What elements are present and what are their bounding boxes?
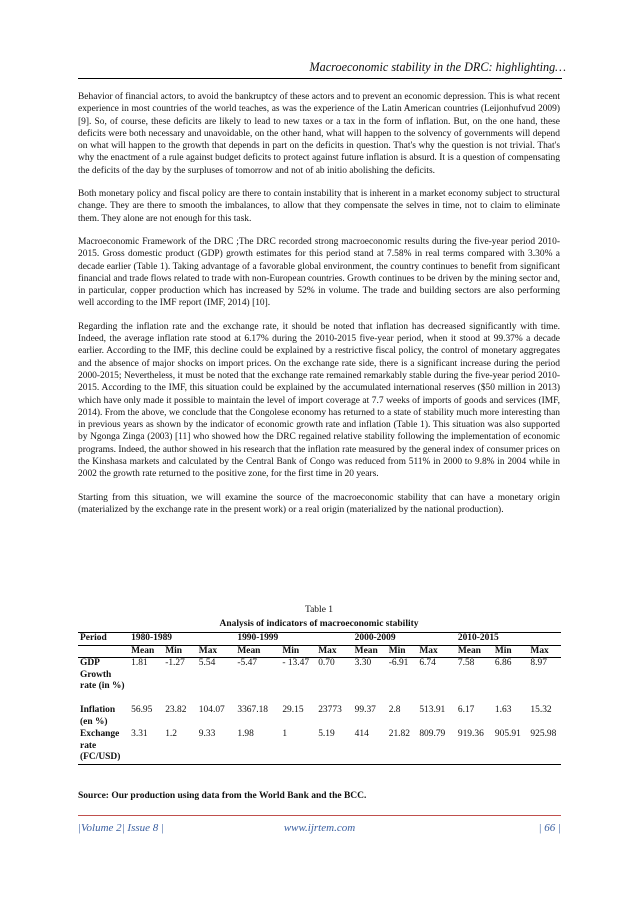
paragraph: Both monetary policy and fiscal policy are there to contain instability that is inherent in a market economy subject to structural change. They are there to smooth the imbalances, to allow that they compensate the selves in time, not to claim to eliminate them. They alone are not enough for this task. — [78, 189, 560, 224]
footer-page-number: | 66 | — [538, 822, 561, 834]
table-cell: 23.82 — [165, 704, 187, 715]
column-header: Min — [163, 645, 197, 658]
period-header-row — [78, 633, 561, 646]
table-cell: 3.31 — [129, 729, 163, 764]
row-label: GDP Growth rate (in %) — [80, 658, 125, 692]
running-header: Macroeconomic stability in the DRC: highlighting… — [309, 60, 566, 74]
table-cell: 15.32 — [530, 704, 552, 715]
table-cell: 0.70 — [318, 658, 335, 669]
period-header: 1990-1999 — [235, 633, 352, 646]
table-cell: 6.74 — [419, 658, 436, 669]
table-cell: 5.54 — [198, 658, 216, 669]
table-number: Table 1 — [304, 605, 334, 615]
blank-cell — [78, 645, 129, 658]
row-label: Inflation (en %) — [80, 704, 116, 727]
table-cell: 513.91 — [419, 704, 446, 715]
table-cell: 414 — [353, 729, 387, 764]
footer-website-link[interactable]: www.ijrtem.com — [283, 822, 356, 834]
table-cell: 1.2 — [163, 729, 197, 764]
table-cell: 23773 — [318, 704, 342, 715]
table-cell: 56.95 — [131, 704, 153, 715]
paragraph: Regarding the inflation rate and the exchange rate, it should be noted that inflation has decreased significantly with time. Indeed, the average inflation rate stood at 6.17% during the 2010-2015 five-year period, when it stood at 99.37% a decade earlier. According to the IMF, this decline could be explained by a restrictive fiscal policy, the control of monetary aggregates and the absence of major shocks on import prices. On the exchange rate side, there is a significant increase during the period 2000-2015; Nevertheless, it must be noted that the exchange rate remained remarkably stable during the five-year period 2010-2015. According to the IMF, this situation could be explained by the accumulated international reserves ($50 million in 2013) which have only made it possible to maintain the level of import coverage at 7.7 weeks of imports of goods and services (IMF, 2014). From the above, we conclude that the Congolese economy has returned to a state of stability much more interesting than in previous years as shown by the indicator of economic growth rate and inflation (Table 1). This situation was also supported by Ngonga Zinga (2003) [11] who showed how the DRC regained relative stability following the implementation of economic programs. Indeed, the author showed in his research that the inflation rate measured by the general index of consumer prices on the Kinshasa markets and calculated by the Central Bank of Congo was reduced from 511% in 2000 to 9.8% in 2004 while in 2002 the growth rate returned to the positive zone, for the first time in 20 years. — [78, 321, 560, 480]
table-cell: 9.33 — [197, 729, 236, 764]
column-header: Mean — [235, 645, 280, 658]
table-cell: 7.58 — [457, 658, 475, 669]
period-header: 2000-2009 — [353, 633, 456, 646]
paragraph: Macroeconomic Framework of the DRC ;The DRC recorded strong macroeconomic results during the five-year period 2010-2015. Gross domestic product (GDP) growth estimates for this period stand at 7.58% in real terms compared with 3.30% a decade earlier (Table 1). Taking advantage of a favorable global environment, the country continues to benefit from significant financial and trade flows related to trade with non-European countries. Growth continues to be driven by the mining sector and, in particular, copper production which has increased by 52% in volume. The trade and building sectors are also performing well according to the IMF report (IMF, 2014) [10]. — [78, 236, 560, 309]
table-cell: 5.19 — [316, 729, 352, 764]
table-cell: 809.79 — [417, 729, 456, 764]
table-cell: 104.07 — [198, 704, 225, 715]
column-header: Min — [280, 645, 316, 658]
period-header: 1980-1989 — [129, 633, 235, 646]
table-cell: 925.98 — [528, 729, 561, 764]
table-cell: 2.8 — [388, 704, 401, 715]
column-header: Max — [417, 645, 456, 658]
table-cell: 1 — [280, 729, 316, 764]
statistic-header-row — [78, 645, 561, 658]
table-row — [78, 658, 561, 705]
table-cell: 6.86 — [494, 658, 512, 669]
table-source-note: Source: Our production using data from the World Bank and the BCC. — [78, 791, 367, 801]
column-header: Mean — [129, 645, 163, 658]
row-label: Exchange rate (FC/USD) — [78, 729, 129, 764]
table-cell: 1.81 — [131, 658, 148, 669]
table-cell: 905.91 — [493, 729, 529, 764]
table-title: Analysis of indicators of macroeconomic stability — [219, 619, 419, 629]
table-cell: -6.91 — [388, 658, 409, 669]
column-header: Min — [493, 645, 529, 658]
table-row — [78, 729, 561, 764]
table-cell: - 13.47 — [282, 658, 310, 669]
column-header: Mean — [353, 645, 387, 658]
column-header: Max — [316, 645, 352, 658]
table-cell: 8.97 — [530, 658, 547, 669]
table-cell: 29.15 — [282, 704, 304, 715]
table-row — [78, 705, 561, 729]
indicators-table — [78, 632, 561, 765]
table-cell: 99.37 — [354, 704, 376, 715]
table-cell: 1.98 — [235, 729, 280, 764]
table-cell: 1.63 — [494, 704, 512, 715]
column-header: Mean — [456, 645, 493, 658]
table-cell: -5.47 — [237, 658, 258, 669]
article-body — [78, 91, 560, 527]
table-cell: 3367.18 — [237, 704, 269, 715]
column-header: Min — [387, 645, 418, 658]
table-cell: -1.27 — [165, 658, 185, 669]
footer-volume-issue: |Volume 2| Issue 8 | — [78, 822, 165, 834]
column-header: Max — [528, 645, 561, 658]
footer-rule — [78, 815, 561, 816]
period-header: 2010-2015 — [456, 633, 561, 646]
table-cell: 21.82 — [387, 729, 418, 764]
column-header: Max — [197, 645, 236, 658]
table-cell: 6.17 — [457, 704, 475, 715]
paragraph: Behavior of financial actors, to avoid the bankruptcy of these actors and to prevent an economic depression. This is what recent experience in most countries of the world teaches, as was the experience of the Latin American countries (Leijonhufvud 2009) [9]. So, of course, these deficits are likely to lead to new taxes or a tax in the form of inflation. But, on the one hand, these deficits were both necessary and unavoidable, on the other hand, what will happen to the solvency of governments will depend on what will happen to the growth that depends in part on the deficits in question. That's why the question is not trivial. That's why the enactment of a rule against budget deficits to protect against future inflation is absurd. It is a question of compensating the deficits of the day by the surpluses of tomorrow and not of ab initio abolishing the deficits. — [78, 92, 560, 176]
header-rule — [78, 78, 562, 79]
table-cell: 919.36 — [456, 729, 493, 764]
table-cell: 3.30 — [354, 658, 372, 669]
period-label: Period — [78, 633, 129, 646]
paragraph: Starting from this situation, we will examine the source of the macroeconomic stability that can have a monetary origin (materialized by the exchange rate in the present work) or a real origin (materialized by the national production). — [78, 492, 560, 515]
